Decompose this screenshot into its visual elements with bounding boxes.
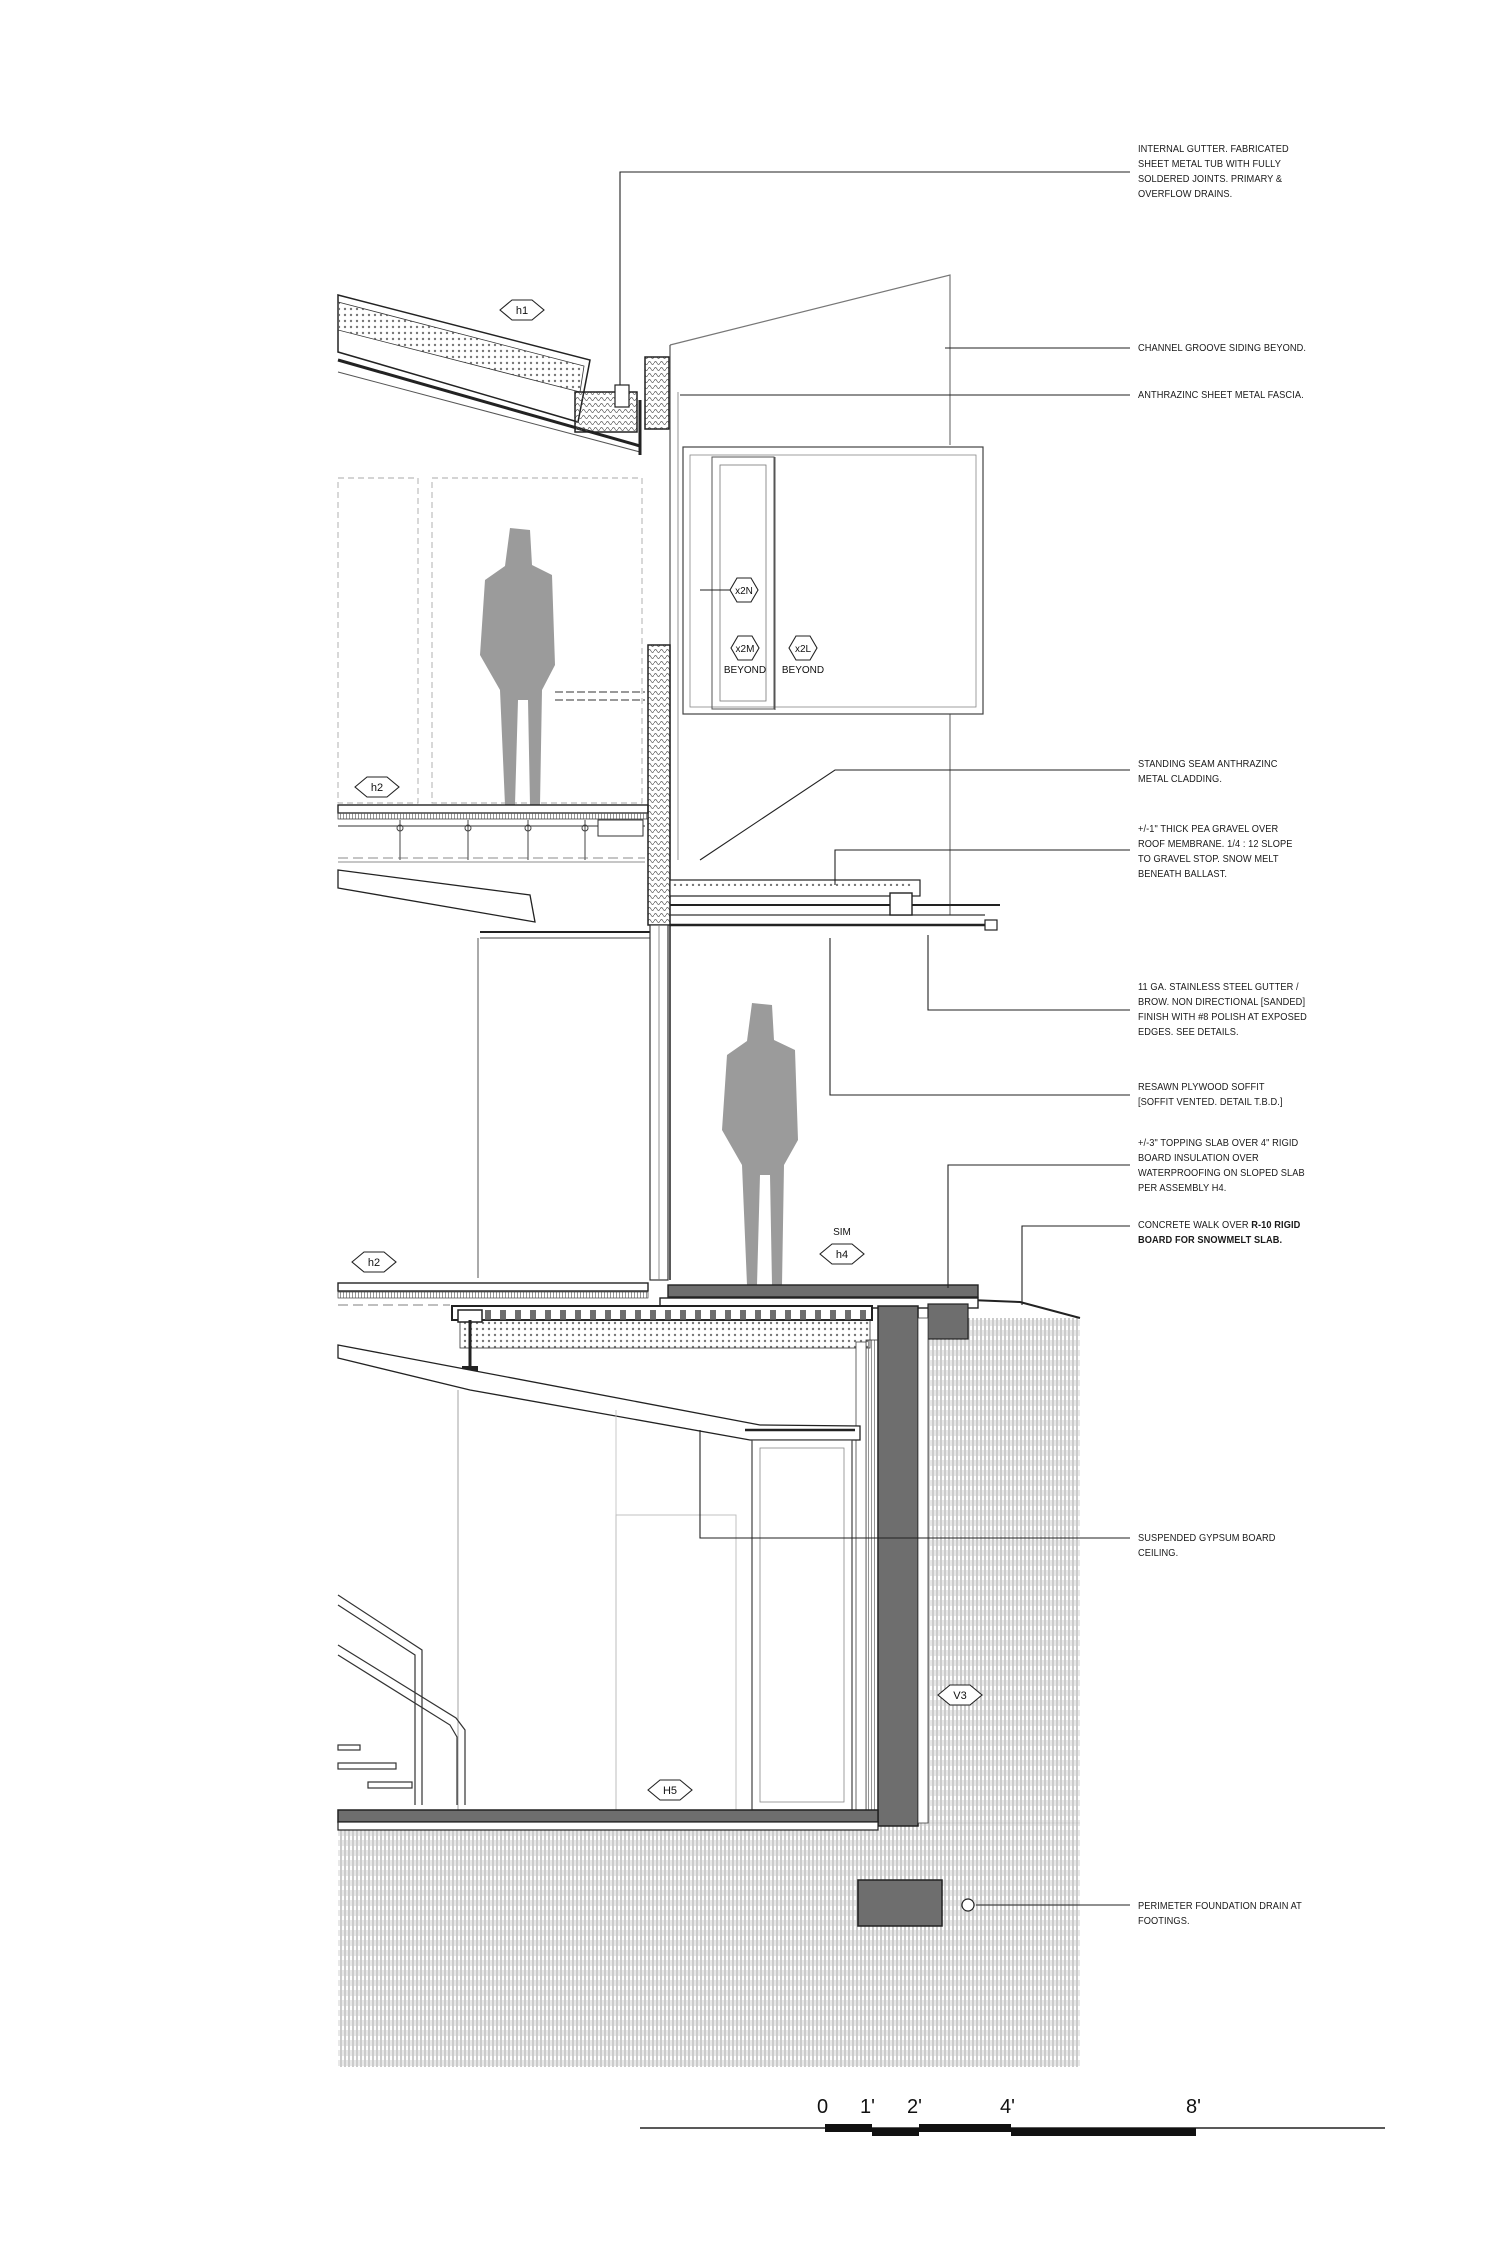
basement-slab: [338, 1810, 878, 1830]
tag-h5: [648, 1780, 692, 1800]
scale-label-0: 0: [817, 2096, 829, 2118]
note-fascia: ANTHRAZINC SHEET METAL FASCIA.: [1138, 389, 1304, 401]
tag-h2-lower: [352, 1252, 396, 1272]
tag-x2n-label: x2N: [735, 586, 753, 597]
note-concrete-walk-bold: R-10 RIGID BOARD FOR SNOWMELT SLAB.: [1138, 1219, 1301, 1246]
tag-h4: [820, 1227, 864, 1264]
grade-line: [970, 1300, 1080, 1318]
tag-sim-label: SIM: [833, 1227, 851, 1238]
note-standing-seam: STANDING SEAM ANTHRAZINC METAL CLADDING.: [1138, 758, 1278, 785]
upper-floor-assembly: [338, 805, 648, 862]
scale-label-1: 1': [860, 2096, 875, 2118]
tag-x2m-label: x2M: [735, 644, 755, 655]
note-pea-gravel: +/-1" THICK PEA GRAVEL OVER ROOF MEMBRANE. 1/4 : 12 SLOPE TO GRAVEL STOP. SNOW MELT BENEATH BALLAST.: [1138, 823, 1293, 880]
note-ss-gutter: 11 GA. STAINLESS STEEL GUTTER / BROW. NON DIRECTIONAL [SANDED] FINISH WITH #8 POLISH AT EXPOSED EDGES. SEE DETAILS.: [1138, 981, 1307, 1038]
note-foundation-drain: PERIMETER FOUNDATION DRAIN AT FOOTINGS.: [1138, 1900, 1302, 1927]
stair-handrail: [338, 1595, 465, 1805]
scale-label-4: 4': [1000, 2096, 1015, 2118]
tag-h2-lower-label: h2: [367, 1257, 381, 1269]
mid-ceiling: [338, 870, 650, 938]
note-topping-slab: +/-3" TOPPING SLAB OVER 4" RIGID BOARD INSULATION OVER WATERPROOFING ON SLOPED SLAB PER ASSEMBLY H4.: [1138, 1137, 1305, 1194]
tag-beyond-b: BEYOND: [781, 665, 825, 676]
tag-h1: [500, 300, 544, 320]
note-internal-gutter: INTERNAL GUTTER. FABRICATED SHEET METAL TUB WITH FULLY SOLDERED JOINTS. PRIMARY & OVERFLOW DRAINS.: [1138, 143, 1289, 200]
tag-h1-label: h1: [515, 305, 529, 317]
scale-label-2: 2': [907, 2096, 922, 2118]
note-channel-groove: CHANNEL GROOVE SIDING BEYOND.: [1138, 342, 1307, 354]
ground-lower: [338, 1822, 1080, 2067]
note-gypsum: SUSPENDED GYPSUM BOARD CEILING.: [1138, 1532, 1276, 1559]
tag-h5-label: H5: [662, 1785, 678, 1797]
tag-h4-label: h4: [835, 1249, 849, 1261]
tag-h2-upper-label: h2: [370, 782, 384, 794]
tag-beyond-a: BEYOND: [723, 665, 767, 676]
ground-right: [928, 1318, 1080, 1824]
note-concrete-walk: [1138, 1218, 1314, 1248]
scale-label-8: 8': [1186, 2096, 1201, 2118]
note-soffit: RESAWN PLYWOOD SOFFIT [SOFFIT VENTED. DETAIL T.B.D.]: [1138, 1081, 1283, 1108]
lower-level-frames: [458, 1390, 852, 1810]
tag-h2-upper: [355, 777, 399, 797]
human-figure-upper: [480, 528, 555, 805]
lower-ceiling: [338, 1345, 860, 1440]
human-figure-middle: [722, 1003, 798, 1285]
tag-v3-label: V3: [953, 1690, 967, 1702]
tag-x2l-label: x2L: [794, 644, 812, 655]
graphic-scale: [640, 2124, 1385, 2136]
note-concrete-walk-text: CONCRETE WALK OVER: [1138, 1219, 1252, 1231]
